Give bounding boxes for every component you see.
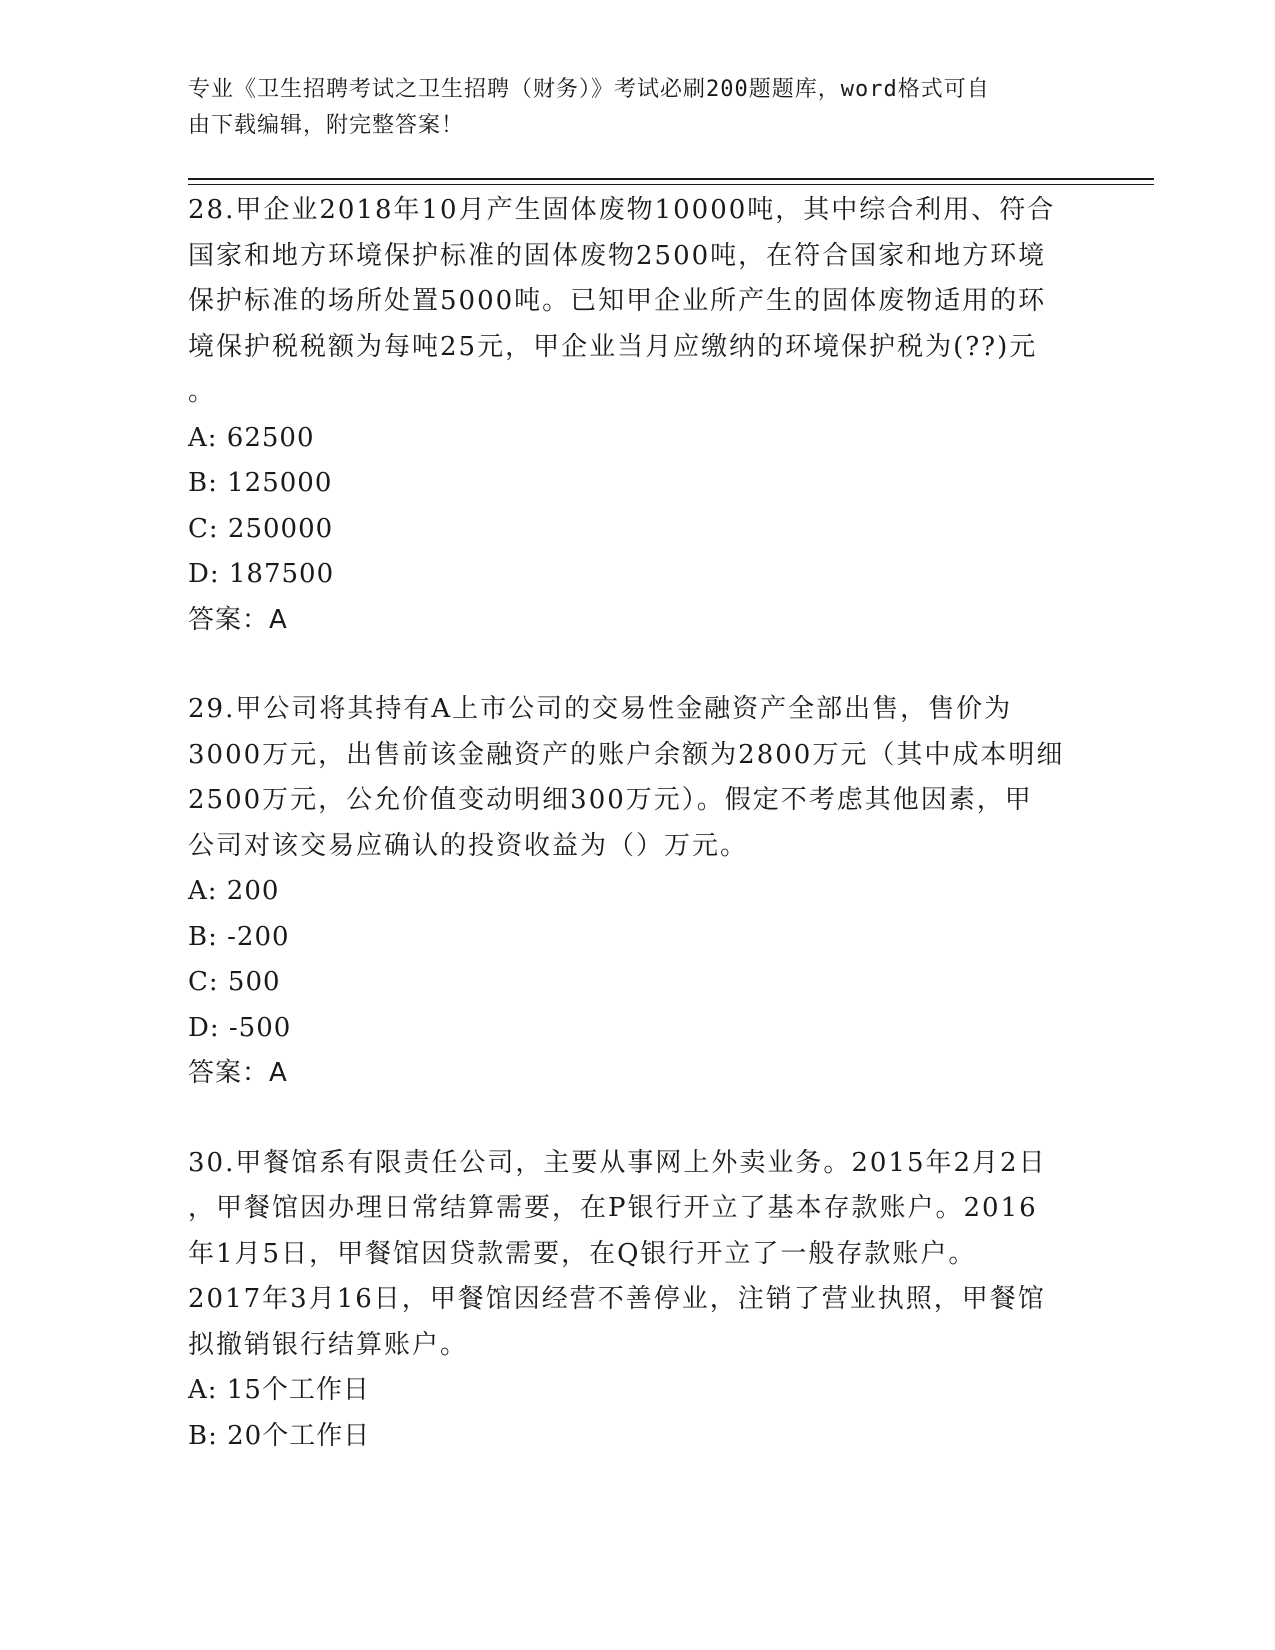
stem-line: 保护标准的场所处置5000吨。已知甲企业所产生的固体废物适用的环 (188, 286, 1047, 316)
header-line-1: 专业《卫生招聘考试之卫生招聘（财务）》考试必刷200题题库，word格式可自 (188, 77, 990, 102)
question-30 (188, 1141, 1088, 1460)
option-d: D: -500 (188, 1012, 292, 1043)
option-a: A: 62500 (188, 422, 315, 453)
option-c: C: 500 (188, 967, 281, 997)
option-c: C: 250000 (188, 513, 334, 544)
question-stem (188, 1141, 1088, 1369)
question-28 (188, 188, 1088, 643)
stem-line: 境保护税税额为每吨25元，甲企业当月应缴纳的环境保护税为(??)元 (188, 331, 1038, 362)
stem-line: 拟撤销银行结算账户。 (188, 1329, 469, 1360)
question-stem (188, 188, 1088, 416)
stem-line: 公司对该交易应确认的投资收益为（）万元。 (188, 830, 749, 861)
document-header (188, 72, 1068, 144)
stem-line: ，甲餐馆因办理日常结算需要，在P银行开立了基本存款账户。2016 (188, 1193, 1038, 1223)
option-d: D: 187500 (188, 559, 335, 589)
stem-line: 国家和地方环境保护标准的固体废物2500吨，在符合国家和地方环境 (188, 240, 1047, 271)
option-b: B: 125000 (188, 468, 333, 498)
option-b: B: 20个工作日 (188, 1420, 371, 1451)
stem-line: 29.甲公司将其持有A上市公司的交易性金融资产全部出售，售价为 (188, 694, 1013, 724)
header-rule-thick (188, 178, 1154, 180)
question-list (188, 188, 1088, 1459)
stem-line: 30.甲餐馆系有限责任公司，主要从事网上外卖业务。2015年2月2日 (188, 1147, 1047, 1178)
header-rule-thin (188, 184, 1154, 185)
stem-line: 2017年3月16日，甲餐馆因经营不善停业，注销了营业执照，甲餐馆 (188, 1284, 1046, 1314)
answer-label: 答案：A (188, 1058, 288, 1088)
stem-line: 。 (188, 377, 217, 407)
option-b: B: -200 (188, 921, 290, 952)
option-a: A: 15个工作日 (188, 1375, 370, 1405)
stem-line: 年1月5日，甲餐馆因贷款需要，在Q银行开立了一般存款账户。 (188, 1238, 977, 1269)
stem-line: 28.甲企业2018年10月产生固体废物10000吨，其中综合利用、符合 (188, 195, 1056, 225)
header-line-2: 由下载编辑，附完整答案！ (188, 113, 465, 138)
option-a: A: 200 (188, 876, 280, 906)
stem-line: 3000万元，出售前该金融资产的账户余额为2800万元（其中成本明细 (188, 739, 1065, 770)
answer-label: 答案：A (188, 604, 288, 635)
stem-line: 2500万元，公允价值变动明细300万元）。假定不考虑其他因素，甲 (188, 785, 1033, 815)
question-29 (188, 687, 1088, 1097)
question-stem (188, 687, 1088, 869)
